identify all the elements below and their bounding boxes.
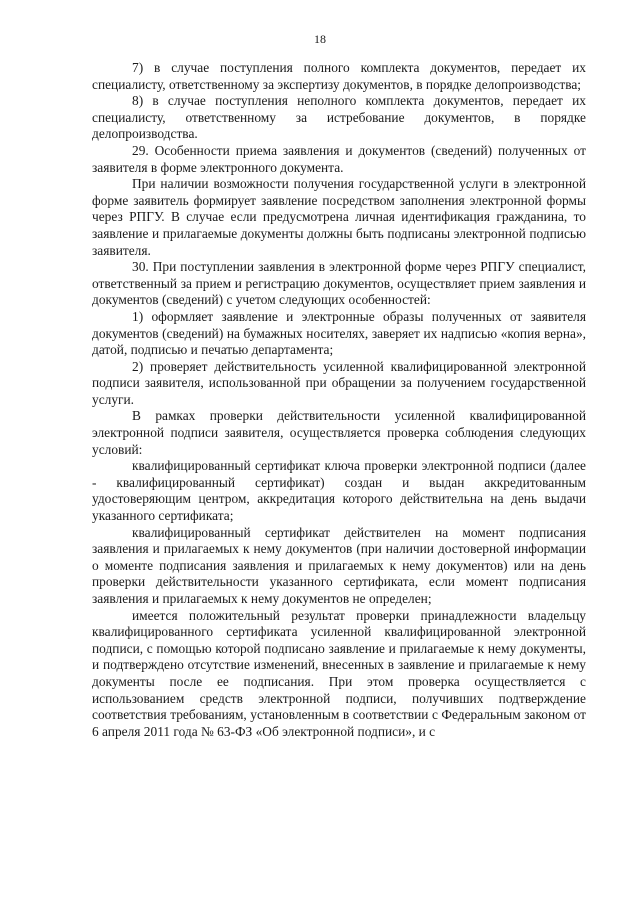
- document-body: [92, 60, 586, 740]
- paragraph-electronic-form: При наличии возможности получения государственной услуги в электронной форме заявитель формирует заявление посредством заполнения электронной формы через РПГУ. В случае если предусмотрена личная идентификация гражданина, то заявление и прилагаемые документы должны быть подписаны электронной подписью заявителя.: [92, 176, 586, 258]
- paragraph-30: 30. При поступлении заявления в электронной форме через РПГУ специалист, ответственный за прием и регистрацию документов, осуществляет прием заявления и документов (сведений) с учетом следующих особенностей:: [92, 259, 586, 308]
- paragraph-subitem-2: 2) проверяет действительность усиленной квалифицированной электронной подписи заявителя, использованной при обращении за получением государственной услуги.: [92, 358, 586, 407]
- paragraph-item-8: 8) в случае поступления неполного комплекта документов, передает их специалисту, ответственному за истребование документов, в порядке делопроизводства.: [92, 93, 586, 142]
- paragraph-condition-positive-result: имеется положительный результат проверки принадлежности владельцу квалифицированного сертификата усиленной квалифицированной электронной подписи, с помощью которой подписано заявление и прилагаемые к нему документы, и подтверждено отсутствие изменений, внесенных в заявление и прилагаемые к нему документы после ее подписания. При этом проверка осуществляется с использованием средств электронной подписи, получивших подтверждение соответствия требованиям, установленным в соответствии с Федеральным законом от 6 апреля 2011 года № 63-ФЗ «Об электронной подписи», и с: [92, 607, 586, 739]
- paragraph-condition-certificate-valid: квалифицированный сертификат действителен на момент подписания заявления и прилагаемых к нему документов (при наличии достоверной информации о моменте подписания заявления и прилагаемых к нему документов) или на день проверки действительности указанного сертификата, если момент подписания заявления и прилагаемых к нему документов не определен;: [92, 524, 586, 606]
- paragraph-subitem-1: 1) оформляет заявление и электронные образы полученных от заявителя документов (сведений) на бумажных носителях, заверяет их надписью «копия верна», датой, подписью и печатью департамента;: [92, 308, 586, 358]
- paragraph-verification-scope: В рамках проверки действительности усиленной квалифицированной электронной подписи заявителя, осуществляется проверка соблюдения следующих условий:: [92, 408, 586, 457]
- page-number: 18: [314, 32, 326, 46]
- paragraph-29-heading: 29. Особенности приема заявления и документов (сведений) полученных от заявителя в форме электронного документа.: [92, 142, 586, 175]
- paragraph-item-7: 7) в случае поступления полного комплекта документов, передает их специалисту, ответственному за экспертизу документов, в порядке делопроизводства;: [92, 60, 586, 92]
- paragraph-condition-certificate-issued: квалифицированный сертификат ключа проверки электронной подписи (далее - квалифицированный сертификат) создан и выдан аккредитованным удостоверяющим центром, аккредитация которого действительна на день выдачи указанного сертификата;: [92, 458, 586, 524]
